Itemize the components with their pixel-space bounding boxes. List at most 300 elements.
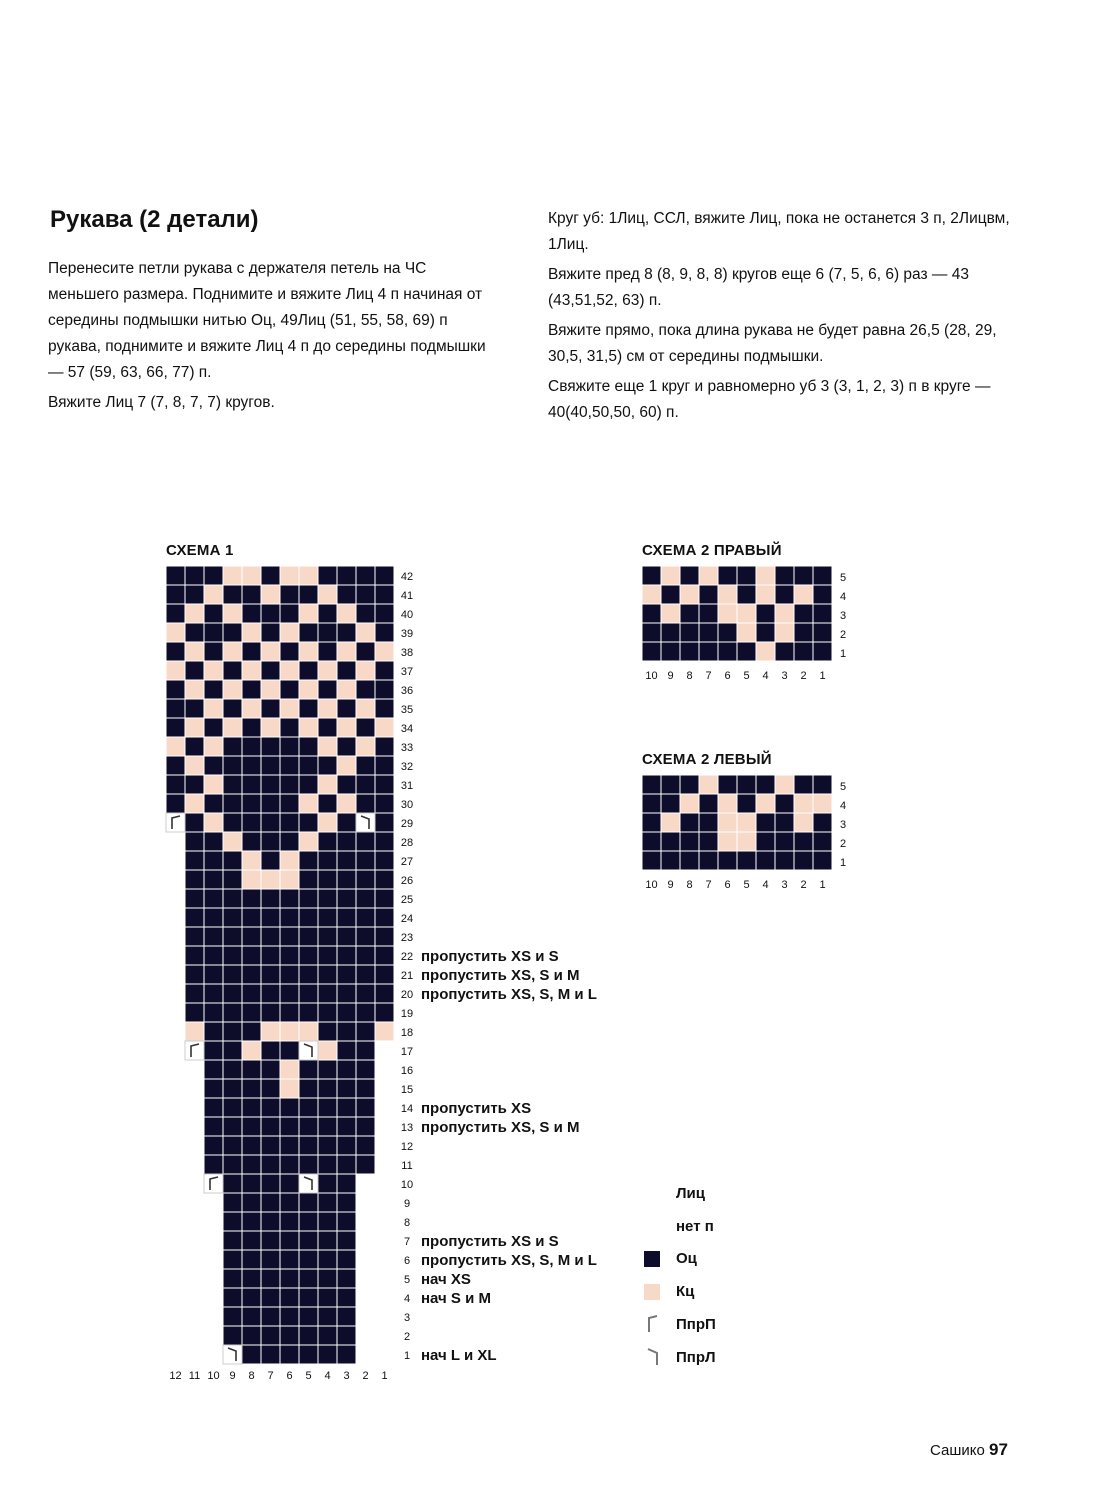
chart1-row-number: 28 bbox=[400, 837, 414, 849]
chart1-cell bbox=[299, 1231, 318, 1250]
chart2-left-column-number: 4 bbox=[762, 879, 769, 891]
chart1-cell bbox=[261, 908, 280, 927]
chart1-cell bbox=[299, 908, 318, 927]
chart2-right-cell bbox=[775, 623, 794, 642]
chart1-cell bbox=[204, 851, 223, 870]
chart1-cell bbox=[242, 585, 261, 604]
chart2-right-cell bbox=[661, 623, 680, 642]
chart1-cell bbox=[280, 661, 299, 680]
chart1-cell bbox=[242, 1231, 261, 1250]
chart1-cell bbox=[223, 642, 242, 661]
chart1-cell bbox=[318, 832, 337, 851]
chart1-cell bbox=[318, 756, 337, 775]
chart1-cell bbox=[337, 1003, 356, 1022]
chart2-right-cell bbox=[642, 585, 661, 604]
chart1-cell bbox=[185, 566, 204, 585]
chart1-cell bbox=[223, 1307, 242, 1326]
chart1-cell bbox=[337, 737, 356, 756]
chart2-left-cell bbox=[756, 813, 775, 832]
chart1-mark-cell bbox=[166, 813, 185, 832]
chart1-cell bbox=[337, 889, 356, 908]
chart1-cell bbox=[223, 927, 242, 946]
chart1-cell bbox=[261, 1307, 280, 1326]
chart1-cell bbox=[261, 1098, 280, 1117]
chart2-left-row-number: 4 bbox=[839, 800, 847, 812]
chart2-right-cell bbox=[813, 642, 832, 661]
chart1-cell bbox=[356, 889, 375, 908]
chart2-left-cell bbox=[756, 794, 775, 813]
paragraph: Свяжите еще 1 круг и равномерно уб 3 (3, 1, 2, 3) п в круге — 40(40,50,50, 60) п. bbox=[548, 378, 991, 421]
chart2-left-cell bbox=[794, 794, 813, 813]
chart2-right-cell bbox=[813, 566, 832, 585]
chart2-left-cell bbox=[813, 813, 832, 832]
chart1-cell bbox=[223, 1174, 242, 1193]
chart1-cell bbox=[223, 1155, 242, 1174]
chart1-cell bbox=[223, 1193, 242, 1212]
chart2-left-cell bbox=[756, 851, 775, 870]
chart1-cell bbox=[185, 623, 204, 642]
chart2-right-cell bbox=[756, 623, 775, 642]
chart1-cell bbox=[242, 756, 261, 775]
chart2-right-cell bbox=[756, 585, 775, 604]
chart1-cell bbox=[242, 946, 261, 965]
chart1-cell bbox=[242, 737, 261, 756]
chart1-cell bbox=[166, 604, 185, 623]
chart1-cell bbox=[299, 585, 318, 604]
chart1-cell bbox=[337, 965, 356, 984]
chart1-cell bbox=[242, 642, 261, 661]
chart2-left-cell bbox=[737, 775, 756, 794]
chart1-cell bbox=[356, 1155, 375, 1174]
chart1-cell bbox=[261, 1136, 280, 1155]
chart1-cell bbox=[261, 775, 280, 794]
chart1-cell bbox=[337, 1288, 356, 1307]
chart1-cell bbox=[204, 832, 223, 851]
chart1-cell bbox=[166, 718, 185, 737]
chart1-cell bbox=[242, 1098, 261, 1117]
chart1-cell bbox=[318, 718, 337, 737]
chart2-right-column-number: 6 bbox=[724, 670, 731, 682]
chart2-left-cell bbox=[661, 794, 680, 813]
chart1-cell bbox=[356, 756, 375, 775]
chart1-cell bbox=[299, 889, 318, 908]
chart1-cell bbox=[337, 604, 356, 623]
chart1-row-number: 40 bbox=[400, 609, 414, 621]
chart2-left-cell bbox=[699, 813, 718, 832]
chart1-cell bbox=[318, 946, 337, 965]
chart1-row-number: 10 bbox=[400, 1179, 414, 1191]
chart1-row-number: 16 bbox=[400, 1065, 414, 1077]
chart2-right-cell bbox=[699, 604, 718, 623]
chart1-cell bbox=[280, 927, 299, 946]
chart2-left-cell bbox=[718, 851, 737, 870]
chart1-cell bbox=[337, 661, 356, 680]
chart1-row-number: 21 bbox=[400, 970, 414, 982]
chart2-left-cell bbox=[813, 832, 832, 851]
chart1-row-note: пропустить XS, S, M и L bbox=[421, 986, 597, 1003]
chart1-cell bbox=[166, 794, 185, 813]
chart1-cell bbox=[223, 832, 242, 851]
chart1-cell bbox=[223, 661, 242, 680]
chart1-cell bbox=[375, 851, 394, 870]
right-slant-mark-icon bbox=[644, 1315, 662, 1333]
chart2-right-cell bbox=[699, 585, 718, 604]
chart1-cell bbox=[261, 1345, 280, 1364]
chart1-row-number: 26 bbox=[400, 875, 414, 887]
chart1-cell bbox=[280, 984, 299, 1003]
chart1-cell bbox=[242, 851, 261, 870]
chart1-cell bbox=[299, 1212, 318, 1231]
chart1-cell bbox=[299, 775, 318, 794]
chart2-left-cell bbox=[661, 851, 680, 870]
chart1-cell bbox=[261, 680, 280, 699]
chart1-cell bbox=[261, 699, 280, 718]
chart1-cell bbox=[204, 908, 223, 927]
chart1-cell bbox=[261, 718, 280, 737]
chart1-row-number: 12 bbox=[400, 1141, 414, 1153]
chart1-cell bbox=[280, 642, 299, 661]
chart1-cell bbox=[242, 1269, 261, 1288]
chart1-cell bbox=[223, 813, 242, 832]
chart1-cell bbox=[166, 699, 185, 718]
chart1-cell bbox=[337, 566, 356, 585]
chart1-cell bbox=[318, 1136, 337, 1155]
chart1-cell bbox=[223, 1098, 242, 1117]
chart1-row-number: 4 bbox=[403, 1293, 411, 1305]
chart1-cell bbox=[337, 1231, 356, 1250]
chart1-cell bbox=[356, 623, 375, 642]
chart1-column-number: 4 bbox=[324, 1370, 331, 1382]
chart1-cell bbox=[299, 1307, 318, 1326]
chart2-right-cell bbox=[680, 566, 699, 585]
chart1-cell bbox=[204, 775, 223, 794]
chart1-cell bbox=[242, 680, 261, 699]
chart1-cell bbox=[261, 851, 280, 870]
chart1-cell bbox=[318, 1288, 337, 1307]
chart1-cell bbox=[337, 1345, 356, 1364]
chart2-right-cell bbox=[718, 566, 737, 585]
chart1-row-number: 32 bbox=[400, 761, 414, 773]
chart1-cell bbox=[318, 623, 337, 642]
chart2-right-cell bbox=[661, 566, 680, 585]
chart1-cell bbox=[185, 661, 204, 680]
chart1-cell bbox=[185, 813, 204, 832]
chart1-cell bbox=[261, 984, 280, 1003]
chart1-cell bbox=[204, 984, 223, 1003]
chart1-cell bbox=[280, 1136, 299, 1155]
chart1-cell bbox=[337, 1250, 356, 1269]
chart1-cell bbox=[318, 1326, 337, 1345]
chart1-cell bbox=[242, 1250, 261, 1269]
chart1-cell bbox=[223, 1060, 242, 1079]
chart1-cell bbox=[280, 1288, 299, 1307]
chart2-right-cell bbox=[661, 642, 680, 661]
chart1-cell bbox=[299, 1345, 318, 1364]
chart1-cell bbox=[261, 623, 280, 642]
chart1-column-number: 1 bbox=[381, 1370, 388, 1382]
chart1-cell bbox=[280, 851, 299, 870]
chart1-row-number: 42 bbox=[400, 571, 414, 583]
chart1-cell bbox=[261, 1193, 280, 1212]
chart1-cell bbox=[318, 870, 337, 889]
chart2-right-cell bbox=[718, 604, 737, 623]
chart1-cell bbox=[185, 984, 204, 1003]
chart2-right-cell bbox=[756, 604, 775, 623]
chart2-right-cell bbox=[642, 604, 661, 623]
chart2-left-cell bbox=[661, 775, 680, 794]
chart2-left-cell bbox=[718, 775, 737, 794]
chart2-left-cell bbox=[642, 832, 661, 851]
chart1-cell bbox=[356, 566, 375, 585]
chart1-cell bbox=[337, 623, 356, 642]
chart2-left-cell bbox=[680, 813, 699, 832]
chart1-cell bbox=[223, 1288, 242, 1307]
chart1-cell bbox=[356, 585, 375, 604]
chart1-cell bbox=[204, 946, 223, 965]
chart1-cell bbox=[242, 908, 261, 927]
chart1-cell bbox=[261, 1117, 280, 1136]
chart1-row-number: 41 bbox=[400, 590, 414, 602]
chart1-cell bbox=[299, 1155, 318, 1174]
chart1-cell bbox=[318, 737, 337, 756]
chart2-left-cell bbox=[794, 851, 813, 870]
chart2-left-cell bbox=[813, 851, 832, 870]
chart1-cell bbox=[356, 1003, 375, 1022]
chart1-cell bbox=[223, 984, 242, 1003]
chart1-row-number: 17 bbox=[400, 1046, 414, 1058]
chart2-right-cell bbox=[642, 623, 661, 642]
chart1-cell bbox=[242, 1174, 261, 1193]
chart1-cell bbox=[337, 1098, 356, 1117]
chart2-right-row-number: 2 bbox=[839, 629, 847, 641]
chart2-right-row-number: 5 bbox=[839, 572, 847, 584]
chart1-cell bbox=[337, 718, 356, 737]
chart1-cell bbox=[299, 965, 318, 984]
chart1-cell bbox=[204, 1098, 223, 1117]
chart2-right-row-number: 3 bbox=[839, 610, 847, 622]
chart1-mark-cell bbox=[204, 1174, 223, 1193]
chart1-cell bbox=[185, 927, 204, 946]
chart2-left-cell bbox=[775, 775, 794, 794]
chart2-left-cell bbox=[756, 832, 775, 851]
chart1-cell bbox=[318, 1155, 337, 1174]
chart1-cell bbox=[204, 1079, 223, 1098]
chart1-cell bbox=[356, 775, 375, 794]
chart1-cell bbox=[375, 661, 394, 680]
chart1-cell bbox=[261, 1003, 280, 1022]
chart1-cell bbox=[261, 1079, 280, 1098]
chart1-column-number: 12 bbox=[169, 1370, 182, 1382]
chart1-column-number: 3 bbox=[343, 1370, 350, 1382]
chart2-right-cell bbox=[813, 604, 832, 623]
chart1-cell bbox=[318, 1250, 337, 1269]
chart1-cell bbox=[242, 813, 261, 832]
chart1-cell bbox=[261, 946, 280, 965]
chart2-right-column-number: 4 bbox=[762, 670, 769, 682]
chart1-cell bbox=[242, 1345, 261, 1364]
chart1-cell bbox=[318, 1041, 337, 1060]
chart1-cell bbox=[204, 1136, 223, 1155]
chart1-cell bbox=[299, 699, 318, 718]
chart1-cell bbox=[185, 604, 204, 623]
chart1-cell bbox=[318, 699, 337, 718]
chart2-right-column-number: 8 bbox=[686, 670, 693, 682]
chart2-right-cell bbox=[718, 585, 737, 604]
chart1-cell bbox=[318, 1231, 337, 1250]
chart2-right-cell bbox=[775, 642, 794, 661]
chart1-cell bbox=[223, 946, 242, 965]
chart1-row-number: 35 bbox=[400, 704, 414, 716]
chart1-cell bbox=[185, 585, 204, 604]
chart1-mark-cell bbox=[185, 1041, 204, 1060]
chart1-cell bbox=[375, 908, 394, 927]
chart1-row-number: 23 bbox=[400, 932, 414, 944]
chart1-cell bbox=[242, 1117, 261, 1136]
chart1-cell bbox=[223, 680, 242, 699]
chart1-cell bbox=[318, 794, 337, 813]
chart2-left-cell bbox=[775, 813, 794, 832]
chart1-cell bbox=[337, 1022, 356, 1041]
chart1-cell bbox=[299, 851, 318, 870]
chart2-left-cell bbox=[642, 775, 661, 794]
chart1-column-number: 9 bbox=[229, 1370, 236, 1382]
chart1-cell bbox=[261, 566, 280, 585]
chart1-cell bbox=[356, 1136, 375, 1155]
chart1-cell bbox=[356, 1117, 375, 1136]
chart1-cell bbox=[299, 1269, 318, 1288]
paragraph: Круг уб: 1Лиц, ССЛ, вяжите Лиц, пока не останется 3 п, 2Лицвм, 1Лиц. bbox=[548, 210, 1010, 253]
chart2-left-cell bbox=[794, 832, 813, 851]
chart1-cell bbox=[318, 1098, 337, 1117]
chart2-left-cell bbox=[737, 832, 756, 851]
chart1-cell bbox=[166, 756, 185, 775]
chart1-cell bbox=[185, 908, 204, 927]
chart1-cell bbox=[280, 718, 299, 737]
chart2-right-cell bbox=[699, 623, 718, 642]
chart1-row-number: 15 bbox=[400, 1084, 414, 1096]
chart2-left-cell bbox=[699, 832, 718, 851]
chart1-cell bbox=[280, 1060, 299, 1079]
chart2-left-column-number: 7 bbox=[705, 879, 712, 891]
chart1-cell bbox=[280, 1212, 299, 1231]
chart2-right-row-number: 4 bbox=[839, 591, 847, 603]
chart1-row-number: 27 bbox=[400, 856, 414, 868]
chart1-cell bbox=[223, 756, 242, 775]
chart2-right-cell bbox=[699, 642, 718, 661]
chart2-left-cell bbox=[737, 851, 756, 870]
chart1-cell bbox=[337, 794, 356, 813]
chart1-row-note: пропустить XS, S, M и L bbox=[421, 1252, 597, 1269]
chart1-cell bbox=[375, 642, 394, 661]
chart1-cell bbox=[337, 870, 356, 889]
chart2-left-cell bbox=[699, 775, 718, 794]
chart1-cell bbox=[223, 1003, 242, 1022]
chart1-cell bbox=[280, 889, 299, 908]
chart1-cell bbox=[185, 699, 204, 718]
chart1-cell bbox=[185, 946, 204, 965]
chart1-row-number: 7 bbox=[403, 1236, 411, 1248]
chart1-cell bbox=[261, 1269, 280, 1288]
chart2-right-cell bbox=[756, 566, 775, 585]
paragraph: Вяжите Лиц 7 (7, 8, 7, 7) кругов. bbox=[48, 394, 275, 411]
chart2-left-cell bbox=[813, 794, 832, 813]
page-number: 97 bbox=[989, 1440, 1008, 1459]
chart2-left-cell bbox=[718, 794, 737, 813]
chart1-cell bbox=[337, 756, 356, 775]
chart2-right-column-number: 2 bbox=[800, 670, 807, 682]
chart1-row-number: 39 bbox=[400, 628, 414, 640]
chart1-cell bbox=[223, 604, 242, 623]
chart1-row-number: 6 bbox=[403, 1255, 411, 1267]
chart1-cell bbox=[185, 718, 204, 737]
chart1-cell bbox=[318, 1003, 337, 1022]
chart1-cell bbox=[318, 1269, 337, 1288]
chart1-cell bbox=[280, 1003, 299, 1022]
chart1-row-number: 30 bbox=[400, 799, 414, 811]
chart1-cell bbox=[223, 794, 242, 813]
chart1-cell bbox=[356, 794, 375, 813]
chart1-cell bbox=[337, 1117, 356, 1136]
chart2-right-row-number: 1 bbox=[839, 648, 847, 660]
chart1-cell bbox=[356, 965, 375, 984]
chart1-cell bbox=[318, 908, 337, 927]
chart1-cell bbox=[204, 680, 223, 699]
chart1-cell bbox=[204, 1003, 223, 1022]
chart1-cell bbox=[299, 813, 318, 832]
chart2-left-cell bbox=[642, 794, 661, 813]
chart2-left-cell bbox=[718, 813, 737, 832]
chart1-cell bbox=[299, 927, 318, 946]
chart1-cell bbox=[337, 1060, 356, 1079]
chart1-cell bbox=[356, 870, 375, 889]
chart1-row-number: 11 bbox=[401, 1160, 413, 1172]
chart1-cell bbox=[204, 737, 223, 756]
chart1-cell bbox=[185, 1022, 204, 1041]
chart1-cell bbox=[280, 1098, 299, 1117]
chart1-row-note: нач S и M bbox=[421, 1290, 491, 1307]
chart1-cell bbox=[185, 680, 204, 699]
chart1-cell bbox=[280, 813, 299, 832]
chart1-cell bbox=[223, 1136, 242, 1155]
book-title: Сашико bbox=[930, 1442, 985, 1459]
chart1-cell bbox=[337, 680, 356, 699]
chart1-cell bbox=[223, 889, 242, 908]
chart1-cell bbox=[337, 1155, 356, 1174]
chart2-right-cell bbox=[737, 642, 756, 661]
chart1-cell bbox=[223, 851, 242, 870]
chart1-cell bbox=[204, 813, 223, 832]
chart1-cell bbox=[337, 946, 356, 965]
chart1-cell bbox=[318, 585, 337, 604]
chart2-right-cell bbox=[794, 604, 813, 623]
legend-label: нет п bbox=[676, 1218, 714, 1235]
chart1-cell bbox=[261, 1174, 280, 1193]
chart1-cell bbox=[280, 870, 299, 889]
chart1-row-number: 24 bbox=[400, 913, 414, 925]
chart1-cell bbox=[261, 604, 280, 623]
chart1-cell bbox=[337, 984, 356, 1003]
chart2-left-row-number: 5 bbox=[839, 781, 847, 793]
chart2-left-column-number: 6 bbox=[724, 879, 731, 891]
chart1-cell bbox=[166, 775, 185, 794]
chart1-cell bbox=[318, 1307, 337, 1326]
chart1-row-note: нач L и XL bbox=[421, 1347, 497, 1364]
chart1-cell bbox=[375, 737, 394, 756]
chart2-left-cell bbox=[794, 813, 813, 832]
chart1-cell bbox=[185, 832, 204, 851]
chart1-cell bbox=[375, 680, 394, 699]
chart2-left-cell bbox=[794, 775, 813, 794]
